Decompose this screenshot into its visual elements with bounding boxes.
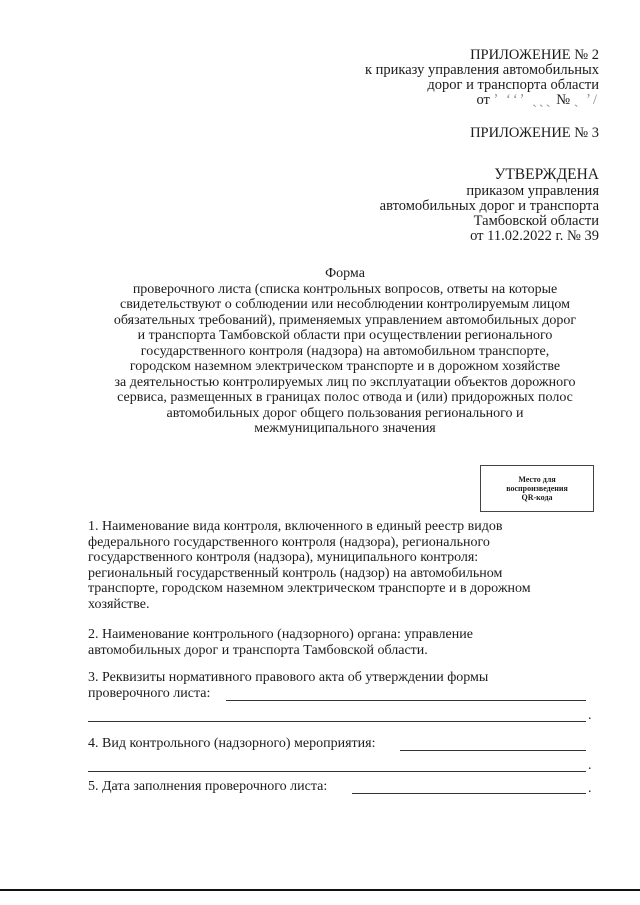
item-3-line: проверочного листа: — [88, 685, 211, 701]
approved-title: УТВЕРЖДЕНА — [494, 166, 599, 183]
form-line: и транспорта Тамбовской области при осуществлении регионального — [137, 328, 553, 343]
appendix-3-title: ПРИЛОЖЕНИЕ № 3 — [470, 125, 599, 141]
appendix-2-line-2: дорог и транспорта области — [427, 77, 599, 93]
item-1-line: транспорте, городском наземном электрическом транспорте и в дорожном — [88, 581, 531, 596]
form-line: государственного контроля (надзора) на автомобильном транспорте, — [140, 343, 550, 359]
item-1-line: федерального государственного контроля (надзора), регионального — [88, 534, 490, 550]
qr-box-line-2: воспроизведения — [506, 484, 568, 493]
qr-code-placeholder — [480, 465, 594, 512]
item-1-line: хозяйстве. — [88, 596, 150, 612]
item-1-line: 1. Наименование вида контроля, включенного в единый реестр видов — [88, 519, 503, 534]
item-3-end-dot: . — [588, 708, 592, 723]
form-line: обязательных требований), применяемых управлением автомобильных дорог — [113, 312, 577, 328]
appendix-2-date-faded: ʼ ʻʻʼ ˏˏˏ — [493, 92, 553, 108]
item-5-fill-line[interactable] — [352, 793, 586, 794]
appendix-2-date-prefix: от — [476, 92, 490, 108]
appendix-2-number-faded: ˏ ʼ/ — [573, 92, 599, 108]
form-line: городском наземном электрическом транспорте и в дорожном хозяйстве — [129, 359, 561, 374]
form-line: сервиса, размещенных в границах полос отвода и (или) придорожных полос — [117, 390, 573, 405]
form-line: межмуниципального значения — [254, 421, 436, 436]
appendix-2-number-sign: № — [556, 92, 571, 108]
item-2-line: 2. Наименование контрольного (надзорного) органа: управление — [88, 627, 473, 642]
item-3 — [88, 670, 600, 701]
approved-line-3: Тамбовской области — [473, 213, 599, 229]
form-heading: Форма — [325, 266, 365, 281]
item-5-end-dot: . — [588, 781, 592, 796]
item-3-fill-line[interactable] — [226, 700, 586, 701]
appendix-2-block — [279, 48, 599, 108]
approved-line-2: автомобильных дорог и транспорта — [379, 198, 599, 214]
appendix-2-title: ПРИЛОЖЕНИЕ № 2 — [470, 47, 599, 63]
item-4-fill-line[interactable] — [400, 750, 586, 751]
form-line: автомобильных дорог общего пользования регионального и — [166, 405, 524, 421]
item-1 — [88, 519, 600, 612]
qr-box-line-3: QR-кода — [521, 493, 553, 502]
page-bottom-edge — [0, 889, 640, 891]
form-line: за деятельностью контролируемых лиц по эксплуатации объектов дорожного — [114, 374, 576, 390]
form-line: свидетельствуют о соблюдении или несоблюдении контролируемым лицом — [119, 297, 570, 312]
item-1-line: государственного контроля (надзора), муниципального контроля: — [88, 550, 479, 565]
item-1-line: региональный государственный контроль (надзор) на автомобильном — [88, 565, 503, 581]
item-4-end-dot: . — [588, 758, 592, 773]
item-3-fill-line-2[interactable] — [88, 721, 586, 722]
item-4-label: 4. Вид контрольного (надзорного) мероприятия: — [88, 736, 376, 751]
appendix-2-line-1: к приказу управления автомобильных — [364, 62, 599, 78]
qr-box-line-1: Место для — [518, 475, 556, 484]
item-5-label: 5. Дата заполнения проверочного листа: — [88, 779, 328, 794]
approved-line-1: приказом управления — [466, 183, 599, 199]
appendix-2-line-3 — [279, 93, 599, 108]
form-line: проверочного листа (списка контрольных вопросов, ответы на которые — [132, 281, 558, 297]
approved-line-4: от 11.02.2022 г. № 39 — [470, 228, 599, 244]
item-2 — [88, 627, 600, 658]
form-title-block — [80, 266, 610, 437]
approved-block — [279, 166, 599, 244]
item-4-fill-line-2[interactable] — [88, 771, 586, 772]
item-3-line: 3. Реквизиты нормативного правового акта об утверждении формы — [88, 670, 489, 685]
item-2-line: автомобильных дорог и транспорта Тамбовской области. — [88, 642, 428, 658]
